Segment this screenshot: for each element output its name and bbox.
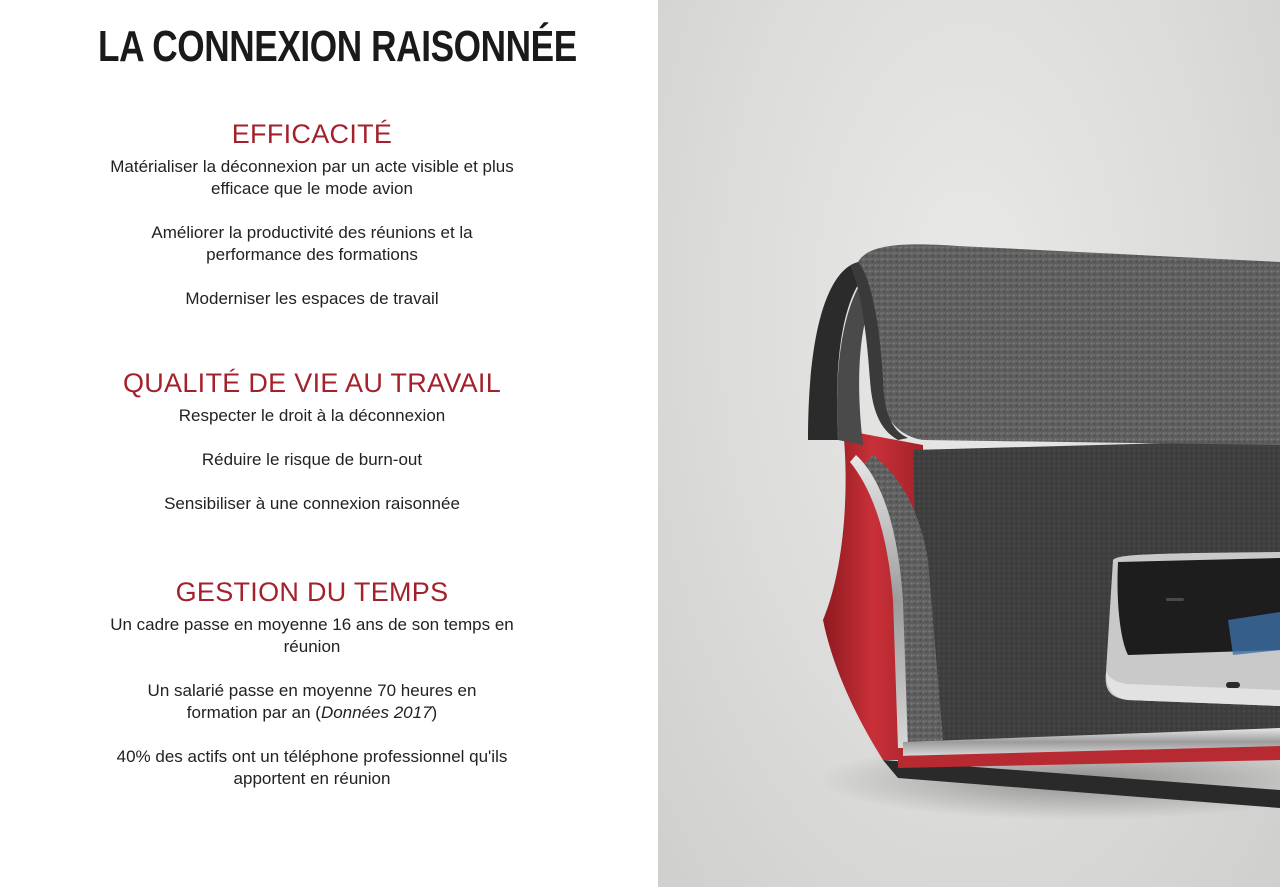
list-item: Sensibiliser à une connexion raisonnée (164, 494, 460, 513)
list-item: Respecter le droit à la déconnexion (178, 406, 446, 425)
section-qualite-de-vie (62, 367, 562, 537)
section-heading: QUALITÉ DE VIE AU TRAVAIL (122, 368, 502, 398)
list-item: Réduire le risque de burn-out (201, 450, 423, 469)
phone-box-icon (658, 0, 1280, 887)
section-heading: EFFICACITÉ (231, 119, 393, 149)
page-title: LA CONNEXION RAISONNÉE (98, 22, 577, 71)
list-item: Améliorer la productivité des réunions et la performance des formations (151, 223, 473, 264)
list-item: Un cadre passe en moyenne 16 ans de son temps en réunion (110, 615, 514, 656)
product-photo (658, 0, 1280, 887)
list-item: Moderniser les espaces de travail (185, 289, 439, 308)
section-gestion-du-temps (62, 576, 562, 812)
item-text-close: ) (431, 703, 438, 722)
section-efficacite (62, 118, 562, 332)
item-text: Un salarié passe en moyenne 70 heures en formation par an ( (147, 681, 477, 722)
data-source-note: Données 2017 (320, 703, 432, 722)
list-item: Matérialiser la déconnexion par un acte visible et plus efficace que le mode avion (110, 157, 514, 198)
list-item: 40% des actifs ont un téléphone professionnel qu'ils apportent en réunion (116, 747, 508, 788)
section-heading: GESTION DU TEMPS (175, 577, 449, 607)
list-item (62, 680, 562, 724)
